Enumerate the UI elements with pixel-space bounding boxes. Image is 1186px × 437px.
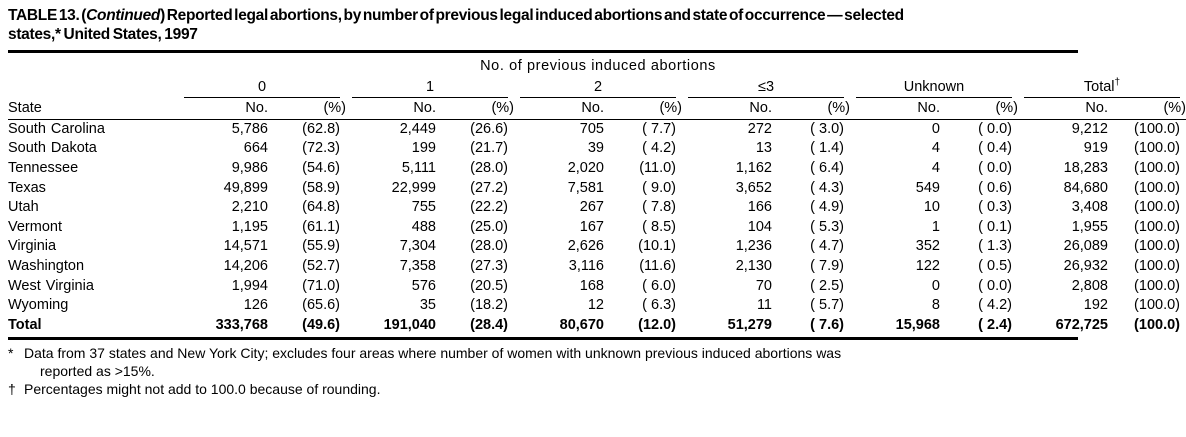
row-cell-count: 199 xyxy=(411,140,436,157)
row-state-label: Washington xyxy=(8,257,85,274)
group-header-total xyxy=(1018,77,1186,100)
row-cell-percent: ( 4.2) xyxy=(978,297,1012,314)
group-label-total: Total xyxy=(1083,78,1115,95)
row-cell-percent: (65.6) xyxy=(302,297,340,314)
row-state-label: Texas xyxy=(8,179,46,196)
row-cell-percent: (100.0) xyxy=(1134,199,1180,216)
row-cell-percent: ( 0.4) xyxy=(978,140,1012,157)
group-label-1: 1 xyxy=(352,79,508,98)
row-cell-count: 576 xyxy=(411,277,436,294)
row-cell-count: 919 xyxy=(1083,140,1108,157)
row-cell-count: 2,626 xyxy=(567,238,604,255)
row-cell-count: 104 xyxy=(747,218,772,235)
row-cell-count: 0 xyxy=(931,120,940,137)
row-cell-percent: (58.9) xyxy=(302,179,340,196)
row-cell-count: 5,111 xyxy=(401,160,436,177)
row-cell-percent: (25.0) xyxy=(470,218,508,235)
row-cell-count: 14,571 xyxy=(223,238,268,255)
row-cell-count: 13 xyxy=(755,140,772,157)
table-row xyxy=(8,120,1186,140)
row-cell-percent: (20.5) xyxy=(470,277,508,294)
table-row xyxy=(8,296,1186,316)
row-cell-count: 2,210 xyxy=(231,199,268,216)
column-header-no-unknown: No. xyxy=(917,99,940,116)
row-cell-count: 7,581 xyxy=(567,179,604,196)
row-cell-count: 1 xyxy=(931,218,940,235)
title-continued: Continued xyxy=(86,7,161,24)
rule-bottom xyxy=(8,337,1078,340)
row-cell-percent: ( 9.0) xyxy=(642,179,676,196)
row-cell-count: 3,652 xyxy=(735,179,772,196)
footnote-dagger-marker: † xyxy=(8,381,16,398)
row-cell-percent: (10.1) xyxy=(638,238,676,255)
row-cell-percent: ( 4.2) xyxy=(642,140,676,157)
row-cell-count: 70 xyxy=(755,277,772,294)
row-cell-count: 352 xyxy=(915,238,940,255)
column-header-no-3: No. xyxy=(749,99,772,116)
row-cell-percent: ( 5.3) xyxy=(810,218,844,235)
footnote-dagger xyxy=(8,380,1078,398)
row-cell-percent: (11.0) xyxy=(639,160,676,177)
row-cell-percent: ( 7.6) xyxy=(810,316,844,333)
group-header-3 xyxy=(682,77,850,100)
row-cell-count: 26,089 xyxy=(1063,238,1108,255)
group-header-unknown xyxy=(850,77,1018,100)
row-cell-count: 1,955 xyxy=(1071,218,1108,235)
row-cell-percent: ( 4.3) xyxy=(810,179,844,196)
column-header-pct-unknown: (%) xyxy=(995,99,1018,116)
group-header-2 xyxy=(514,77,682,100)
row-cell-percent: (11.6) xyxy=(639,257,676,274)
row-cell-percent: ( 3.0) xyxy=(810,120,844,137)
table-row xyxy=(8,277,1186,297)
row-cell-count: 166 xyxy=(747,199,772,216)
row-cell-count: 5,786 xyxy=(231,120,268,137)
row-state-label: Utah xyxy=(8,199,39,216)
row-cell-count: 49,899 xyxy=(223,179,268,196)
table-row xyxy=(8,159,1186,179)
row-cell-percent: (21.7) xyxy=(470,140,508,157)
row-cell-percent: (52.7) xyxy=(302,257,340,274)
row-cell-percent: ( 0.3) xyxy=(978,199,1012,216)
row-cell-count: 1,195 xyxy=(231,218,268,235)
row-cell-percent: ( 0.1) xyxy=(978,218,1012,235)
row-cell-count: 191,040 xyxy=(383,316,436,333)
title-prefix: TABLE 13. ( xyxy=(8,7,87,24)
row-cell-percent: (64.8) xyxy=(302,199,340,216)
row-cell-percent: ( 0.5) xyxy=(978,257,1012,274)
row-cell-percent: (22.2) xyxy=(470,199,508,216)
row-cell-percent: ( 6.3) xyxy=(642,297,676,314)
group-label-0: 0 xyxy=(184,79,340,98)
row-cell-percent: (49.6) xyxy=(302,316,340,333)
row-state-label: Virginia xyxy=(8,238,57,255)
column-header-no-total: No. xyxy=(1085,99,1108,116)
column-header-pct-2: (%) xyxy=(659,99,682,116)
table-row xyxy=(8,218,1186,238)
row-cell-count: 84,680 xyxy=(1063,179,1108,196)
subheader-row xyxy=(8,100,1186,119)
span-header-previous-abortions: No. of previous induced abortions xyxy=(480,58,716,74)
column-header-no-0: No. xyxy=(245,99,268,116)
row-cell-count: 267 xyxy=(579,199,604,216)
row-cell-percent: ( 0.0) xyxy=(978,160,1012,177)
row-cell-percent: ( 8.5) xyxy=(642,218,676,235)
row-state-label: Vermont xyxy=(8,218,62,235)
row-cell-count: 35 xyxy=(419,297,436,314)
row-state-label: South Carolina xyxy=(8,120,105,137)
row-cell-count: 192 xyxy=(1083,297,1108,314)
row-cell-count: 10 xyxy=(923,199,940,216)
row-cell-percent: (100.0) xyxy=(1134,238,1180,255)
row-cell-count: 9,986 xyxy=(231,160,268,177)
row-cell-count: 14,206 xyxy=(223,257,268,274)
row-cell-percent: (100.0) xyxy=(1134,140,1180,157)
group-header-row xyxy=(8,77,1186,100)
row-cell-count: 39 xyxy=(587,140,604,157)
row-cell-percent: (100.0) xyxy=(1134,277,1180,294)
row-cell-percent: (54.6) xyxy=(302,160,340,177)
row-cell-count: 18,283 xyxy=(1063,160,1108,177)
row-cell-count: 0 xyxy=(931,277,940,294)
row-cell-percent: (28.0) xyxy=(470,238,508,255)
row-cell-count: 2,808 xyxy=(1071,277,1108,294)
row-cell-count: 755 xyxy=(411,199,436,216)
row-cell-percent: (12.0) xyxy=(638,316,676,333)
row-cell-percent: (100.0) xyxy=(1134,297,1180,314)
row-cell-percent: ( 0.0) xyxy=(978,277,1012,294)
row-cell-percent: (100.0) xyxy=(1134,257,1180,274)
row-cell-count: 3,408 xyxy=(1071,199,1108,216)
column-header-pct-total: (%) xyxy=(1163,99,1186,116)
row-cell-percent: ( 1.3) xyxy=(978,238,1012,255)
row-cell-count: 126 xyxy=(243,297,268,314)
table-row xyxy=(8,179,1186,199)
table-title xyxy=(8,6,1078,44)
row-cell-percent: ( 4.9) xyxy=(810,199,844,216)
row-cell-percent: (61.1) xyxy=(302,218,340,235)
span-header-row xyxy=(8,58,1186,77)
row-cell-percent: (26.6) xyxy=(470,120,508,137)
footnote-dagger-text: Percentages might not add to 100.0 because of rounding. xyxy=(24,381,381,398)
column-header-pct-1: (%) xyxy=(491,99,514,116)
row-state-label: Total xyxy=(8,316,42,333)
abortions-table xyxy=(8,53,1186,335)
row-cell-count: 2,449 xyxy=(399,120,436,137)
row-cell-count: 549 xyxy=(915,179,940,196)
row-cell-percent: ( 7.7) xyxy=(642,120,676,137)
row-cell-percent: (55.9) xyxy=(302,238,340,255)
row-cell-percent: ( 6.0) xyxy=(642,277,676,294)
table-row xyxy=(8,139,1186,159)
footnote-star-continuation: reported as >15%. xyxy=(40,363,155,380)
row-cell-count: 664 xyxy=(243,140,268,157)
table-body xyxy=(8,120,1186,336)
row-cell-percent: ( 0.0) xyxy=(978,120,1012,137)
row-state-label: West Virginia xyxy=(8,277,94,294)
row-cell-count: 7,358 xyxy=(399,257,436,274)
row-cell-count: 15,968 xyxy=(895,316,940,333)
row-cell-count: 167 xyxy=(579,218,604,235)
row-cell-percent: (27.2) xyxy=(470,179,508,196)
row-cell-count: 333,768 xyxy=(215,316,268,333)
row-cell-count: 22,999 xyxy=(391,179,436,196)
column-header-pct-3: (%) xyxy=(827,99,850,116)
row-state-label: Wyoming xyxy=(8,297,69,314)
row-cell-count: 51,279 xyxy=(727,316,772,333)
row-state-label: Tennessee xyxy=(8,160,79,177)
row-cell-count: 9,212 xyxy=(1071,120,1108,137)
footnotes xyxy=(8,344,1078,398)
row-cell-percent: (100.0) xyxy=(1134,179,1180,196)
row-cell-count: 8 xyxy=(931,297,940,314)
group-header-1 xyxy=(346,77,514,100)
row-cell-percent: (100.0) xyxy=(1134,120,1180,137)
row-cell-percent: ( 4.7) xyxy=(810,238,844,255)
row-cell-percent: ( 0.6) xyxy=(978,179,1012,196)
column-header-no-2: No. xyxy=(581,99,604,116)
row-cell-percent: ( 1.4) xyxy=(810,140,844,157)
row-cell-count: 488 xyxy=(411,218,436,235)
row-cell-count: 2,130 xyxy=(735,257,772,274)
row-cell-count: 12 xyxy=(587,297,604,314)
row-cell-count: 1,236 xyxy=(735,238,772,255)
row-cell-count: 122 xyxy=(915,257,940,274)
row-cell-percent: (27.3) xyxy=(470,257,508,274)
row-cell-percent: (28.0) xyxy=(470,160,508,177)
row-cell-percent: ( 7.8) xyxy=(642,199,676,216)
table-row xyxy=(8,257,1186,277)
footnote-star-text: Data from 37 states and New York City; excludes four areas where number of women with unknown previous induced abortions was xyxy=(24,345,842,362)
table-row xyxy=(8,198,1186,218)
row-cell-percent: ( 2.4) xyxy=(978,316,1012,333)
column-header-state: State xyxy=(8,99,42,116)
row-state-label: South Dakota xyxy=(8,140,97,157)
row-cell-percent: ( 7.9) xyxy=(810,257,844,274)
row-cell-count: 1,994 xyxy=(231,277,268,294)
table-row xyxy=(8,237,1186,257)
row-cell-count: 26,932 xyxy=(1063,257,1108,274)
row-cell-percent: (72.3) xyxy=(302,140,340,157)
row-cell-percent: (100.0) xyxy=(1134,218,1180,235)
row-cell-percent: ( 5.7) xyxy=(810,297,844,314)
footnote-star xyxy=(8,344,1078,362)
table-row xyxy=(8,316,1186,336)
row-cell-percent: (71.0) xyxy=(302,277,340,294)
row-cell-count: 168 xyxy=(579,277,604,294)
group-label-3: ≤3 xyxy=(688,79,844,98)
row-cell-percent: (28.4) xyxy=(470,316,508,333)
group-header-0 xyxy=(178,77,346,100)
row-cell-count: 705 xyxy=(579,120,604,137)
column-header-no-1: No. xyxy=(413,99,436,116)
row-cell-percent: ( 2.5) xyxy=(810,277,844,294)
title-suffix: ) Reported legal abortions, by number of previous legal induced abortions and state of occurrence — selected xyxy=(160,7,904,24)
row-cell-count: 80,670 xyxy=(559,316,604,333)
title-line2: states,* United States, 1997 xyxy=(8,26,198,43)
row-cell-count: 1,162 xyxy=(735,160,772,177)
row-cell-percent: (100.0) xyxy=(1134,160,1180,177)
row-cell-percent: (18.2) xyxy=(470,297,508,314)
group-label-unknown: Unknown xyxy=(856,79,1012,98)
row-cell-count: 4 xyxy=(931,160,940,177)
row-cell-count: 3,116 xyxy=(568,257,604,274)
row-cell-percent: (62.8) xyxy=(302,120,340,137)
row-cell-percent: (100.0) xyxy=(1134,316,1180,333)
group-label-2: 2 xyxy=(520,79,676,98)
column-header-pct-0: (%) xyxy=(323,99,346,116)
row-cell-percent: ( 6.4) xyxy=(810,160,844,177)
row-cell-count: 272 xyxy=(747,120,772,137)
row-cell-count: 4 xyxy=(931,140,940,157)
row-cell-count: 672,725 xyxy=(1055,316,1108,333)
total-dagger-marker: † xyxy=(1114,77,1121,88)
footnote-star-marker: * xyxy=(8,345,14,362)
row-cell-count: 2,020 xyxy=(567,160,604,177)
row-cell-count: 11 xyxy=(756,297,772,314)
row-cell-count: 7,304 xyxy=(399,238,436,255)
